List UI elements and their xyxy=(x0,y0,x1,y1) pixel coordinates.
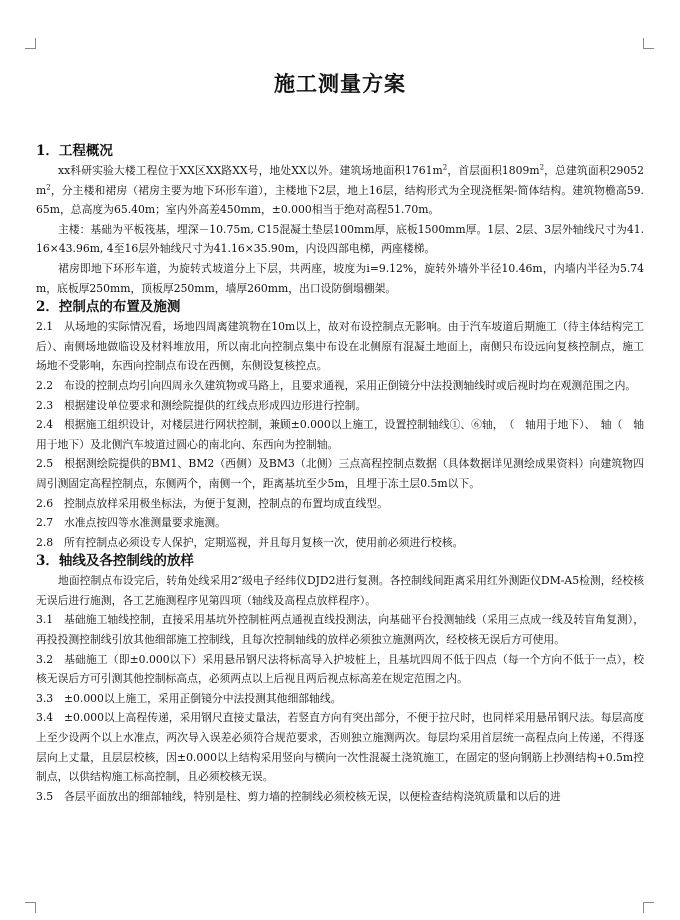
page-corner-mark xyxy=(643,38,654,49)
page-corner-mark xyxy=(25,38,36,49)
paragraph: 3.4 ±0.000以上高程传递，采用钢尺直接丈量法，若竖直方向有突出部分，不便于拉尺时，也同样采用悬吊钢尺法。每层高度上至少设两个以上水准点，两次导入误差必须符合规范要求，否则独立施测两次。每层均采用首层统一高程点向上传递，不得逐层向上丈量，且层层校核，因±0.000以上结构采用竖向与横向一次性混凝土浇筑施工，在固定的竖向钢筋上抄测结构+0.5m控制点，以供结构施工标高控制，且必须校核无误。 xyxy=(36,711,644,784)
paragraph: 2.5 根据测绘院提供的BM1、BM2（西侧）及BM3（北侧）三点高程控制点数据（具体数据详见测绘成果资料）向建筑物四周引测固定高程控制点，东侧两个，南侧一个，距离基坑至少5m，且埋于冻土层0.5m以下。 xyxy=(36,457,644,490)
page-corner-mark xyxy=(643,902,654,913)
paragraph: 2.2 布设的控制点均引向四周永久建筑物或马路上，且要求通视，采用正倒镜分中法投测轴线时或后视时均在观测范围之内。 xyxy=(36,378,637,392)
paragraph: 主楼：基础为平板筏基，埋深－10.75m, C15混凝土垫层100mm厚，底板1500mm厚。1层、2层、3层外轴线尺寸为41.16×43.96m, 4至16层外轴线尺寸为41.16×35.90m，内设四部电梯，两座楼梯。 xyxy=(36,222,644,256)
document-body xyxy=(36,68,644,806)
paragraph: 地面控制点布设完后，转角处线采用2″级电子经纬仪DJD2进行复测。各控制线间距离采用红外测距仪DM-A5检测，经校核无误后进行施测，各工艺施测程序见第四项（轴线及高程点放样程序）。 xyxy=(36,574,644,607)
paragraph: 2.1 从场地的实际情况看，场地四周离建筑物在10m以上，故对布设控制点无影响。由于汽车坡道后期施工（待主体结构完工后）、南侧场地做临设及材料堆放用，所以南北向控制点集中布设在北侧原有混凝土地面上，南侧只布设远向复核控制点，施工场地不受影响，东西向控制点布设在西侧，东侧设复核控点。 xyxy=(36,320,644,373)
paragraph: 3.3 ±0.000以上施工，采用正倒镜分中法投测其他细部轴线。 xyxy=(36,691,342,705)
paragraph: 3.1 基础施工轴线控制，直接采用基坑外控制桩两点通视直线投测法，向基础平台投测轴线（采用三点成一线及转盲角复测），再投投测控制线引放其他细部施工控制线，且每次控制轴线的放样必须独立施测两次，经校核无误后方可使用。 xyxy=(36,613,644,647)
paragraph: xx科研实验大楼工程位于XX区XX路XX号，地处XX以外。建筑场地面积$1761m^2$，首层面积$1809m^2$，总建筑面积$29052m^2$，分主楼和裙房（裙房主要为地下环形车道），主楼地下2层，地上16层，结构形式为全现浇框架-简体结构。建筑物檐高59.65m，总高度为65.40m；室内外高差450mm，±0.000相当于绝对高程51.70m。 xyxy=(36,163,644,217)
section-heading: 1．工程概况 xyxy=(36,143,113,159)
paragraph: 2.7 水准点按四等水准测量要求施测。 xyxy=(36,516,226,530)
paragraph: 2.3 根据建设单位要求和测绘院提供的红线点形成四边形进行控制。 xyxy=(36,398,367,412)
document-title: 施工测量方案 xyxy=(274,71,406,96)
paragraph: 2.8 所有控制点必须设专人保护，定期巡视，并且每月复核一次，使用前必须进行校核。 xyxy=(36,535,464,549)
paragraph: 3.5 各层平面放出的细部轴线，特别是柱、剪力墙的控制线必须校核无误，以便检查结构浇筑质量和以后的进 xyxy=(36,789,561,803)
section-heading: 3．轴线及各控制线的放样 xyxy=(36,553,194,570)
paragraph: 2.4 根据施工组织设计，对楼层进行网状控制，兼顾±0.000以上施工，设置控制轴线①、⑥轴， （ 轴用于地下）、 轴（ 轴用于地下）及北侧汽车坡道过圆心的南北向、东西向为控制轴。 xyxy=(36,418,644,451)
section-heading: 2．控制点的布置及施测 xyxy=(36,299,181,316)
paragraph: 2.6 控制点放样采用极坐标法，为便于复测，控制点的布置均成直线型。 xyxy=(36,496,388,510)
paragraph: 3.2 基础施工（即±0.000以下）采用悬吊钢尺法将标高导入护坡桩上，且基坑四周不低于四点（每一个方向不低于一点），校核无误后方可引测其他控制标高点，必须两点以上后视且两后视点标高差在规定范围之内。 xyxy=(36,652,644,686)
page-corner-mark xyxy=(25,902,36,913)
paragraph: 裙房即地下环形车道，为旋转式坡道分上下层，共两座，坡度为i=9.12%，旋转外墙外半径10.46m，内墙内半径为5.74m，底板厚250mm，顶板厚250mm，墙厚260mm，出口设防倒塌棚架。 xyxy=(36,261,644,295)
